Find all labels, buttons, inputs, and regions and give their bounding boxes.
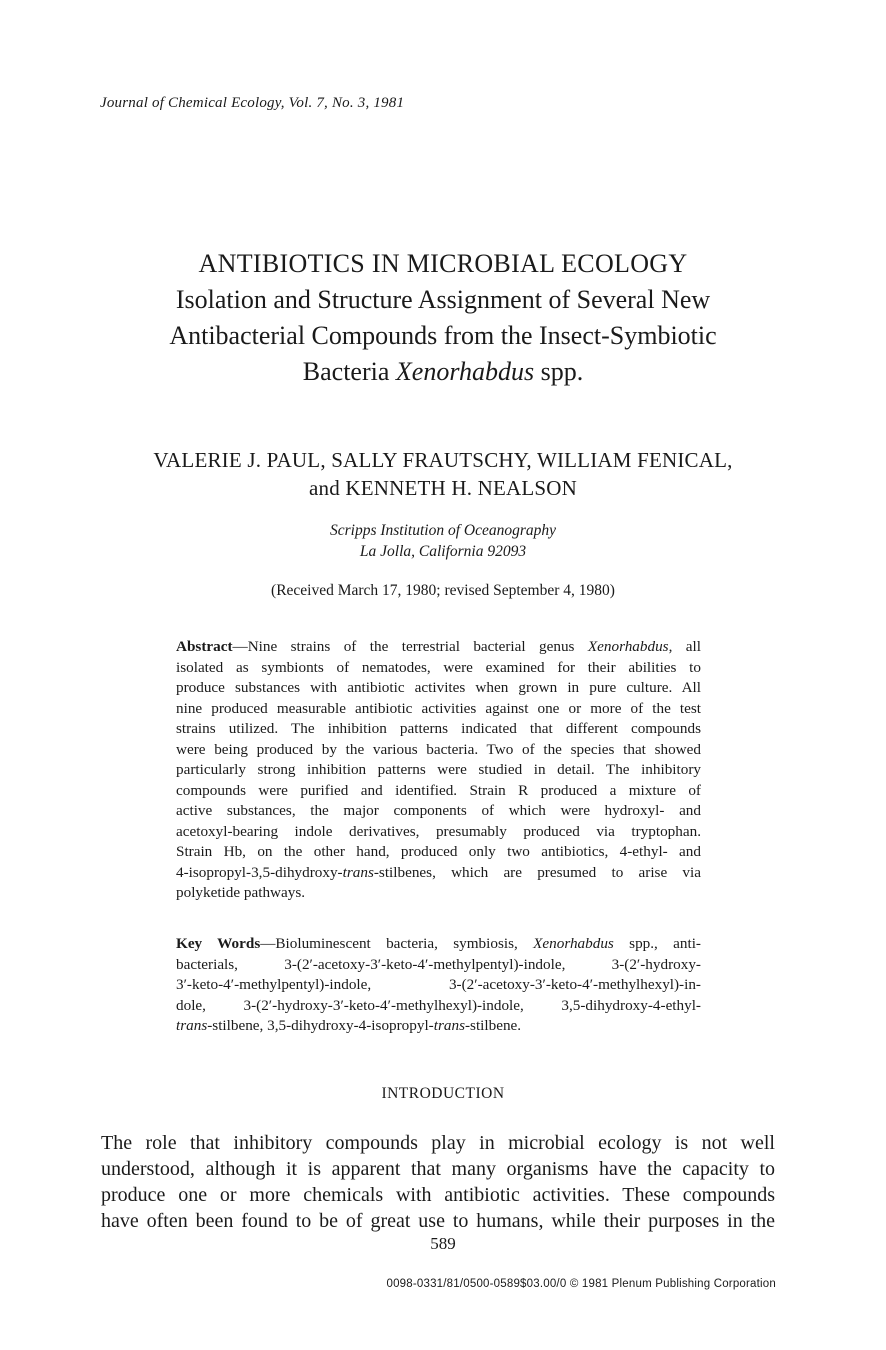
abstract-line: active substances, the major components of which were hydroxyl- and [176,802,701,819]
keywords-label: Key Words [176,935,261,952]
authors-line-1: VALERIE J. PAUL, SALLY FRAUTSCHY, WILLIAM FENICAL, [153,448,733,472]
affiliation [0,520,886,562]
authors-line-2: and KENNETH H. NEALSON [308,476,578,500]
body-line: The role that inhibitory compounds play in microbial ecology is not well [101,1132,775,1154]
abstract-line: Strain Hb, on the other hand, produced only two antibiotics, 4-ethyl- and [176,843,701,860]
abstract-line: isolated as symbionts of nematodes, were examined for their abilities to [176,658,701,676]
abstract-line: 4-isopropyl-3,5-dihydroxy-trans-stilbenes, which are presumed to arise via [176,863,701,881]
key-words [176,934,701,1037]
affiliation-line-1: Scripps Institution of Oceanography [329,522,557,539]
abstract-line: particularly strong inhibition patterns were studied in detail. The inhibitory [176,761,701,778]
abstract-line: were being produced by the various bacteria. Two of the species that showed [176,740,701,758]
page-number: 589 [430,1234,456,1253]
title-line-4-suffix: spp. [534,357,584,386]
journal-header: Journal of Chemical Ecology, Vol. 7, No. 3, 1981 [100,95,405,111]
abstract-trans: trans [342,863,374,881]
abstract [176,637,701,904]
abstract-genus: Xenorhabdus [587,638,669,655]
abstract-line: Abstract—Nine strains of the terrestrial bacterial genus Xenorhabdus, all [176,638,701,655]
abstract-line: polyketide pathways. [176,884,306,901]
title-line-3: Antibacterial Compounds from the Insect-Symbiotic [169,321,717,350]
author-list [0,446,886,502]
introduction-body [101,1130,775,1234]
article-title [0,246,886,390]
keywords-line: 3′-keto-4′-methylpentyl)-indole, 3-(2′-acetoxy-3′-keto-4′-methylhexyl)-in- [176,976,701,993]
copyright-footer: 0098-0331/81/0500-0589$03.00/0 © 1981 Plenum Publishing Corporation [386,1278,776,1290]
keywords-genus: Xenorhabdus [533,935,614,952]
title-line-1: ANTIBIOTICS IN MICROBIAL ECOLOGY [198,249,688,278]
body-line: produce one or more chemicals with antibiotic activities. These compounds [101,1184,775,1206]
body-line: have often been found to be of great use to humans, while their purposes in the [101,1210,775,1232]
title-line-2: Isolation and Structure Assignment of Several New [175,285,711,314]
abstract-line: compounds were purified and identified. Strain R produced a mixture of [176,781,701,799]
abstract-line: acetoxyl-bearing indole derivatives, presumably produced via tryptophan. [176,822,701,840]
affiliation-line-2: La Jolla, California 92093 [359,543,527,560]
title-genus: Xenorhabdus [395,357,535,386]
title-line-4-prefix: Bacteria [302,357,396,386]
body-line: understood, although it is apparent that many organisms have the capacity to [101,1158,775,1180]
title-line-4 [0,354,886,390]
abstract-label: Abstract [176,638,233,655]
keywords-line: dole, 3-(2′-hydroxy-3′-keto-4′-methylhexyl)-indole, 3,5-dihydroxy-4-ethyl- [176,996,701,1014]
section-heading-introduction: INTRODUCTION [381,1085,505,1102]
received-dates: (Received March 17, 1980; revised September 4, 1980) [271,582,615,599]
keywords-line: bacterials, 3-(2′-acetoxy-3′-keto-4′-methylpentyl)-indole, 3-(2′-hydroxy- [176,955,701,973]
keywords-line: trans-stilbene, 3,5-dihydroxy-4-isopropyl-trans-stilbene. [176,1017,522,1034]
abstract-line: strains utilized. The inhibition patterns indicated that different compounds [176,720,701,737]
abstract-line: produce substances with antibiotic activites when grown in pure culture. All [176,679,701,696]
keywords-line: Key Words—Bioluminescent bacteria, symbiosis, Xenorhabdus spp., anti- [176,935,701,952]
abstract-line: nine produced measurable antibiotic activities against one or more of the test [176,699,701,717]
